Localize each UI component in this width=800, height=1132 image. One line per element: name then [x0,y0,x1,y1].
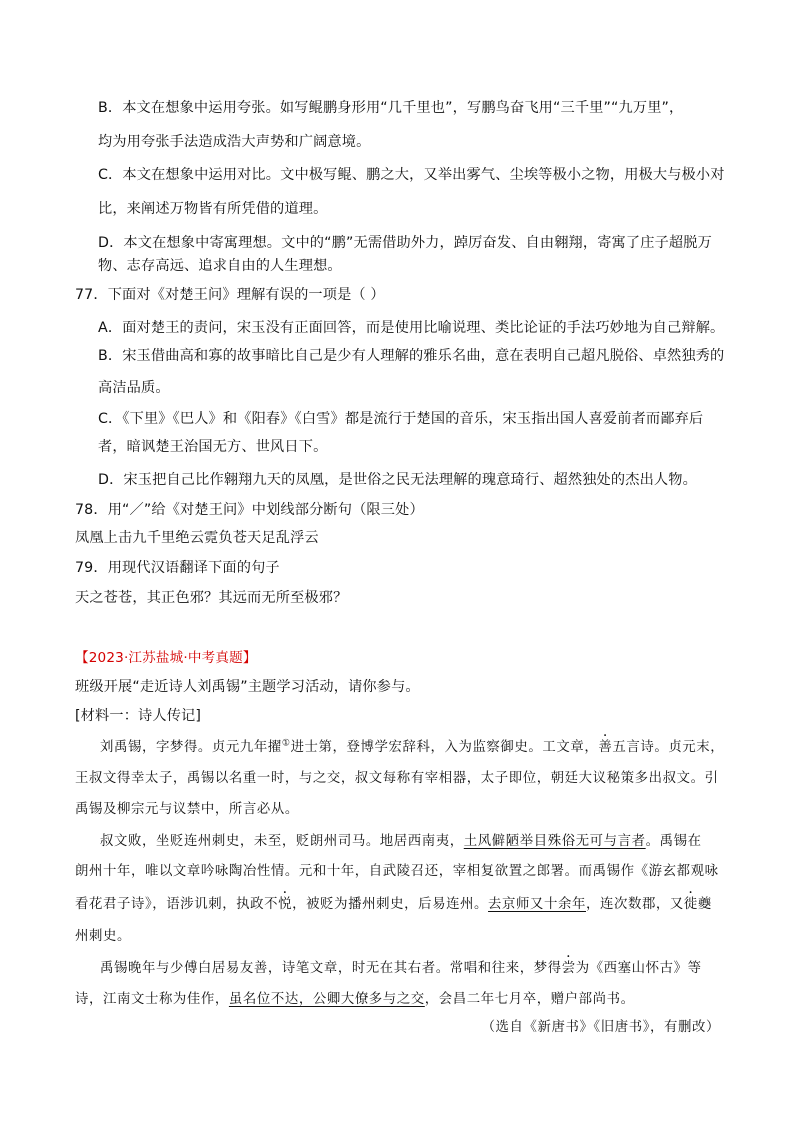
q77-option-b-line1: B．宋玉借曲高和寡的故事暗比自己是少有人理解的雅乐名曲，意在表明自己超凡脱俗、卓然独秀的 [98,348,725,364]
q77-option-d: D．宋玉把自己比作翱翔九天的凤凰，是世俗之民无法理解的瑰意琦行、超然独处的杰出人物。 [98,472,697,488]
underlined-phrase: 虽名位不达，公卿大僚多与之交 [228,992,425,1007]
q76-option-c-line1: C．本文在想象中运用对比。文中极写鲲、鹏之大，又举出雾气、尘埃等极小之物，用极大与极小对 [98,167,725,183]
q79-text: 天之苍苍，其正色邪？其远而无所至极邪？ [75,590,348,606]
passage-p3-line1: 禹锡晚年与少傅白居易友善，诗笔文章，时无在其右者。常唱和往来，梦得尝为《西塞山怀古》等 [100,961,702,976]
q76-option-d-line2: 物、志存高远、追求自由的人生理想。 [98,258,342,274]
section-tag: 【2023·江苏盐城·中考真题】 [75,650,257,666]
q77-stem: 77．下面对《对楚王问》理解有误的一项是（ ） [75,287,385,303]
footnote-marker: ① [281,738,291,749]
passage-p3-line2: 诗，江南文士称为佳作，虽名位不达，公卿大僚多与之交，会昌二年七月卒，赠户部尚书。 [75,992,635,1007]
dotted-char: 悦 [278,897,293,912]
q77-option-c-line1: C．《下里》《巴人》和《阳春》《白雪》都是流行于楚国的音乐，宋玉指出国人喜爱前者而鄙弃后 [98,411,704,427]
passage-p2-line4: 州刺史。 [75,929,131,944]
passage-source: （选自《新唐书》《旧唐书》，有删改） [481,1020,720,1035]
passage-p1-line1: 刘禹锡，字梦得。贞元九年擢①进士第，登博学宏辞科，入为监察御史。工文章，善五言诗。贞元末， [100,738,725,755]
passage-p2-line3: 看花君子诗》，语涉讥刺，执政不悦，被贬为播州刺史，后易连州。去京师又十余年，连次数郡，又徙夔 [75,897,712,912]
passage-p2-line2: 朗州十年，唯以文章吟咏陶冶性情。元和十年，自武陵召还，宰相复欲置之郎署。而禹锡作《游玄都观咏 [75,864,719,879]
passage-p1-line2: 王叔文得幸太子，禹锡以名重一时，与之交，叔文每称有宰相器，太子即位，朝廷大议秘策多出叔文。引 [75,771,719,786]
dotted-char: 尝 [561,961,576,976]
q77-option-c-line2: 者，暗讽楚王治国无方、世风日下。 [98,439,328,455]
material-label: [材料一：诗人传记] [75,708,202,724]
dotted-char: 徙 [683,897,698,912]
q79-stem: 79．用现代汉语翻译下面的句子 [75,560,280,576]
q78-text: 凤凰上击九千里绝云霓负苍天足乱浮云 [75,530,319,546]
q76-option-c-line2: 比，来阐述万物皆有所凭借的道理。 [98,201,328,217]
underlined-phrase: 去京师又十余年 [488,897,586,912]
q77-option-b-line2: 高洁品质。 [98,380,170,396]
section-intro: 班级开展“走近诗人刘禹锡”主题学习活动，请你参与。 [75,679,420,695]
q77-option-a: A．面对楚王的责问，宋玉没有正面回答，而是使用比喻说理、类比论证的手法巧妙地为自己辩解。 [98,320,725,336]
q78-stem: 78．用“／”给《对楚王问》中划线部分断句（限三处） [75,502,424,518]
q76-option-b-line1: B．本文在想象中运用夸张。如写鲲鹏身形用“几千里也”，写鹏鸟奋飞用“三千里”“九万里”， [98,100,684,116]
q76-option-b-line2: 均为用夸张手法造成浩大声势和广阔意境。 [98,134,371,150]
q76-option-d-line1: D．本文在想象中寄寓理想。文中的“鹏”无需借助外力，踔厉奋发、自由翱翔，寄寓了庄子超脱万 [98,235,712,251]
passage-p1-line3: 禹锡及柳宗元与议禁中，所言必从。 [75,802,299,817]
passage-p2-line1: 叔文败，坐贬连州刺史，未至，贬朗州司马。地居西南夷，土风僻陋举目殊俗无可与言者。禹锡在 [100,834,702,849]
underlined-phrase: 土风僻陋举目殊俗无可与言者 [463,834,646,849]
dotted-char: 善 [598,740,613,755]
